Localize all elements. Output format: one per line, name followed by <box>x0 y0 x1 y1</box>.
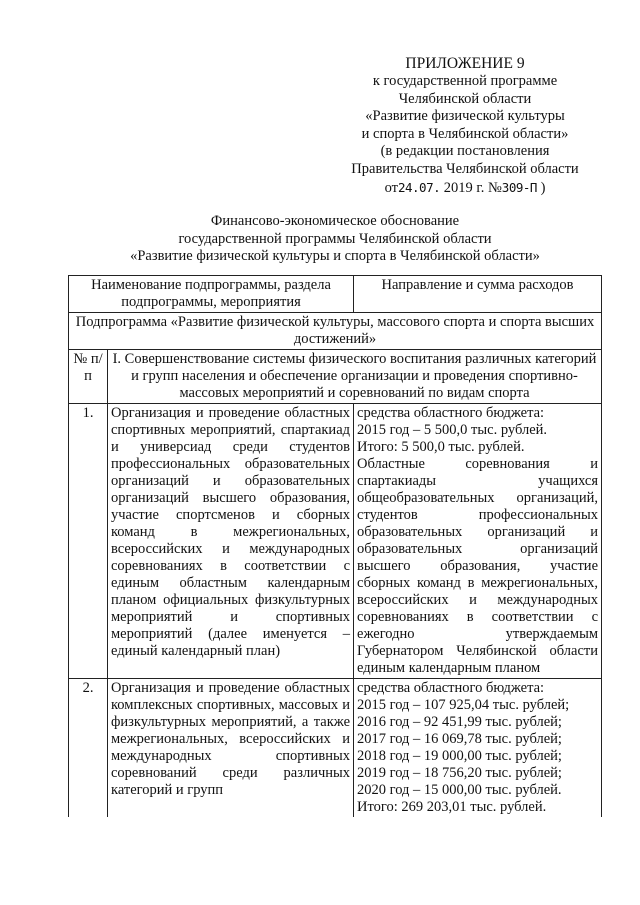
funding-amount: 2017 год – 16 069,78 тыс. рублей; <box>357 731 562 747</box>
table-header-row <box>69 276 602 313</box>
document-heading <box>60 213 610 266</box>
date-prefix: от <box>384 180 398 196</box>
appendix-line: (в редакции постановления <box>380 143 550 159</box>
heading-line: Финансово-экономическое обоснование <box>210 213 460 229</box>
funding-amount: 2016 год – 92 451,99 тыс. рублей; <box>357 714 562 730</box>
num-header: № п/п <box>69 350 108 404</box>
funding-description: Областные соревнования и спартакиады учащихся общеобразовательных организаций, студентов профессиональных образовательных организаций и образовательных организаций высшего образования, участие сборных команд в межрегиональных, всероссийских и международных соревнованиях в соответствии с ежегодно утверждаемым Губернатором Челябинской области единым календарным планом <box>357 456 599 676</box>
subprogram-row <box>69 313 602 350</box>
section-row <box>69 350 602 404</box>
appendix-line: и спорта в Челябинской области» <box>361 125 569 142</box>
col-header-name: Наименование подпрограммы, раздела подпрограммы, мероприятия <box>69 276 354 313</box>
close-paren: ) <box>540 180 546 196</box>
funding-source: средства областного бюджета: <box>357 680 545 696</box>
subprogram-title: Подпрограмма «Развитие физической культуры, массового спорта и спорта высших достижений» <box>69 313 602 350</box>
row-activity: Организация и проведение областных комплексных спортивных, массовых и физкультурных мероприятий, а также межрегиональных, всероссийских и международных спортивных соревнований среди различных категорий и групп <box>108 679 354 818</box>
funding-amount: 2015 год – 5 500,0 тыс. рублей. <box>357 422 548 438</box>
col-header-funding: Направление и сумма расходов <box>354 276 602 313</box>
handwritten-date: 24.07. <box>397 180 441 195</box>
funding-total: Итого: 5 500,0 тыс. рублей. <box>357 439 525 455</box>
appendix-line: Челябинской области <box>398 90 532 107</box>
row-funding <box>354 679 602 818</box>
year-text: 2019 г. № <box>443 180 502 196</box>
appendix-block <box>330 54 600 198</box>
appendix-date-line <box>330 179 600 198</box>
handwritten-number: 309-П <box>501 180 537 195</box>
appendix-line: «Развитие физической культуры <box>365 108 565 124</box>
row-activity: Организация и проведение областных спортивных мероприятий, спартакиад и универсиад среди студентов профессиональных образовательных организаций и образовательных организаций высшего образования, участие спортсменов и сборных команд в межрегиональных, всероссийских и международных соревнованиях в соответствии с единым областным календарным планом официальных физкультурных мероприятий и спортивных мероприятий (далее именуется – единый календарный план) <box>108 404 354 679</box>
funding-source: средства областного бюджета: <box>357 405 545 421</box>
funding-total: Итого: 269 203,01 тыс. рублей. <box>357 799 547 815</box>
appendix-line: к государственной программе <box>372 73 558 89</box>
funding-amount: 2019 год – 18 756,20 тыс. рублей; <box>357 765 562 781</box>
row-funding <box>354 404 602 679</box>
heading-line: «Развитие физической культуры и спорта в Челябинской области» <box>130 248 540 264</box>
heading-line: государственной программы Челябинской области <box>178 230 492 247</box>
appendix-title: ПРИЛОЖЕНИЕ 9 <box>405 55 525 72</box>
funding-amount: 2015 год – 107 925,04 тыс. рублей; <box>357 697 570 713</box>
row-number: 2. <box>69 679 108 818</box>
section-title: I. Совершенствование системы физического воспитания различных категорий и групп населения и обеспечение организации и проведения спортивно-массовых мероприятий и соревнований по видам спорта <box>108 350 602 404</box>
funding-amount: 2020 год – 15 000,00 тыс. рублей. <box>357 782 562 798</box>
appendix-line: Правительства Челябинской области <box>351 160 579 177</box>
row-number: 1. <box>69 404 108 679</box>
funding-amount: 2018 год – 19 000,00 тыс. рублей; <box>357 748 562 764</box>
table-row <box>69 679 602 818</box>
financial-table <box>68 275 602 817</box>
table-row <box>69 404 602 679</box>
